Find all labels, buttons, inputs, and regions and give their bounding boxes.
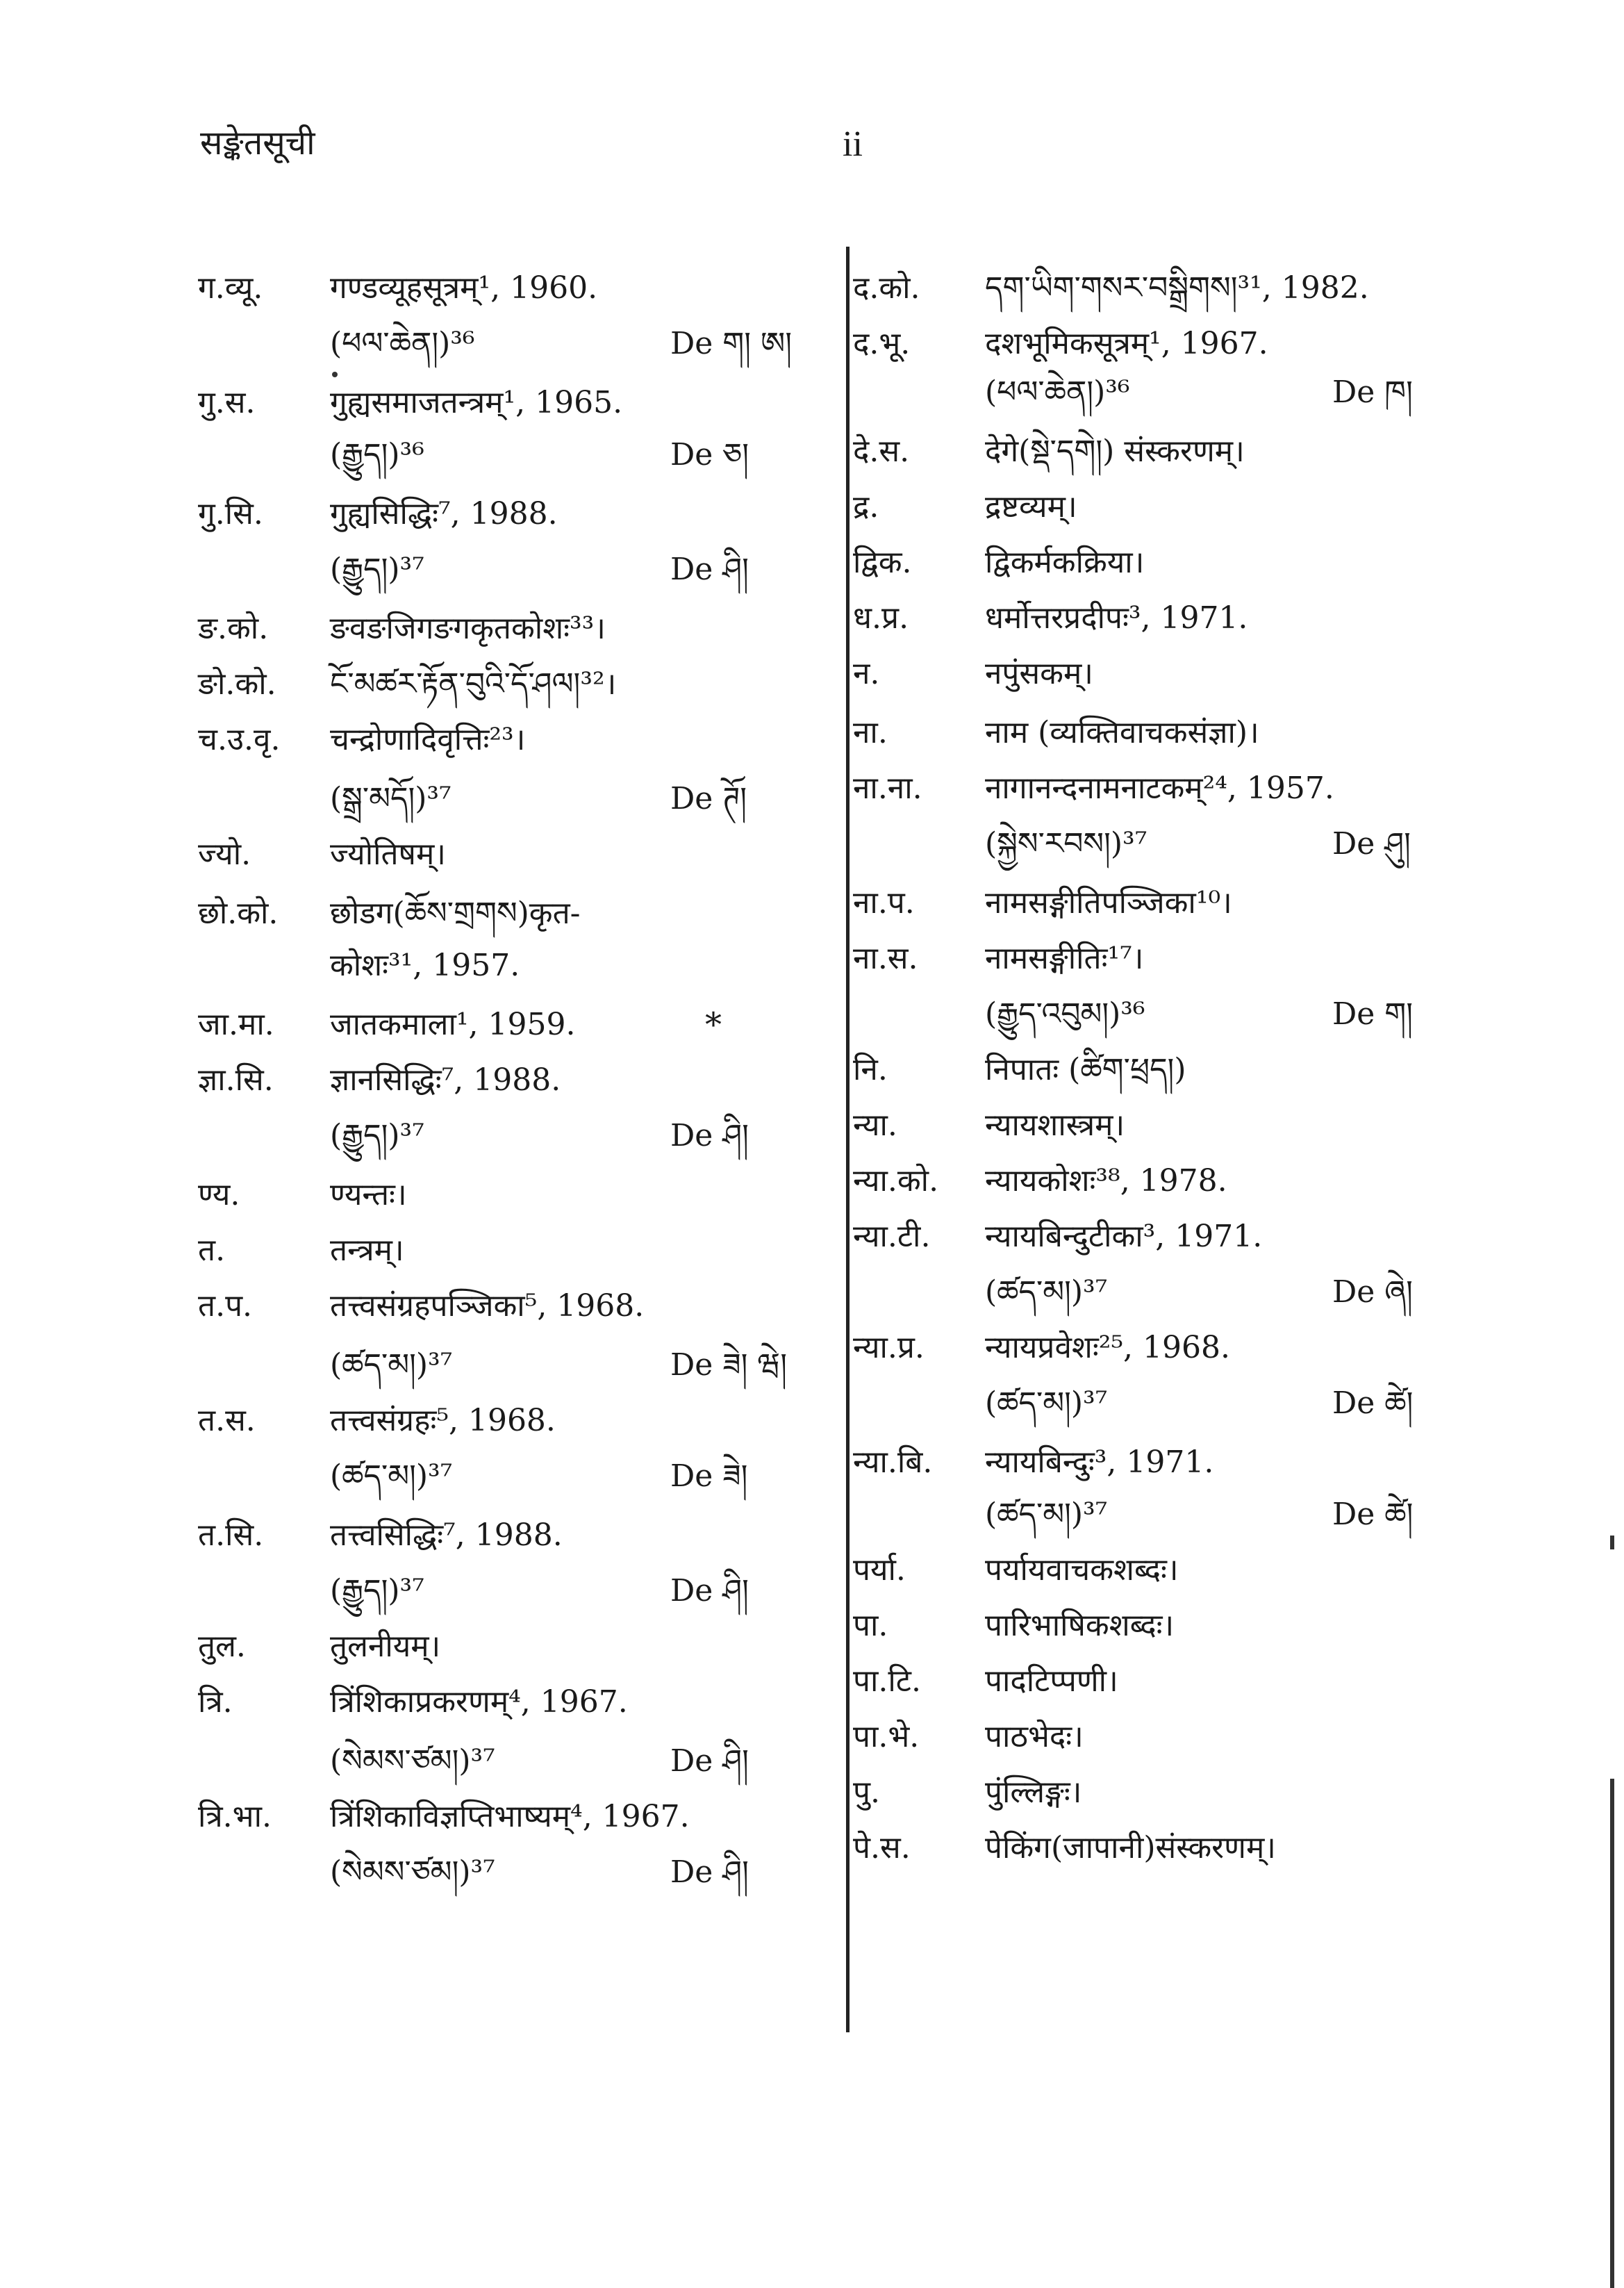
derge-reference: De ག། ཨ། [670,326,793,361]
derge-reference: De ཅ། [670,437,749,472]
derge-reference: De ཚེ། [1332,1385,1414,1421]
entry-continuation: (སྐྱེས་རབས།)³⁷ [985,826,1147,862]
entry-expansion: त्रिंशिकाविज्ञप्तिभाष्यम्⁴, 1967. [330,1799,690,1834]
scan-speck [332,372,338,377]
entry-expansion: धर्मोत्तरप्रदीपः³, 1971. [985,600,1248,636]
entry-expansion: गुह्यसमाजतन्त्रम्¹, 1965. [330,385,623,420]
entry-expansion: त्रिंशिकाप्रकरणम्⁴, 1967. [330,1684,628,1720]
derge-reference: De ཤི། [670,1743,749,1779]
entry-expansion: जातकमाला¹, 1959. [330,1007,576,1042]
entry-continuation: (ཚད་མ།)³⁷ [330,1347,453,1383]
entry-continuation: (རྒྱུད།)³⁷ [330,552,424,587]
entry-expansion: न्यायबिन्दुः³, 1971. [985,1445,1214,1480]
asterisk-mark: * [705,1005,722,1044]
entry-expansion: नपुंसकम्। [985,656,1093,691]
entry-abbreviation: ग.व्यू. [198,270,263,306]
page-number: ii [843,124,863,164]
entry-abbreviation: जा.मा. [198,1007,274,1042]
entry-abbreviation: त. [198,1233,226,1268]
entry-abbreviation: ङो.को. [198,666,276,702]
entry-expansion: नाम (व्यक्तिवाचकसंज्ञा)। [985,715,1259,750]
entry-abbreviation: त.सि. [198,1517,264,1553]
entry-abbreviation: द.को. [853,270,920,306]
entry-continuation: (ཚད་མ།)³⁷ [985,1274,1108,1310]
entry-abbreviation: नि. [853,1052,888,1087]
entry-expansion: पर्यायवाचकशब्दः। [985,1552,1179,1588]
entry-abbreviation: न. [853,656,880,691]
entry-expansion: पुंल्लिङ्गः। [985,1775,1082,1810]
entry-abbreviation: त.प. [198,1288,253,1324]
entry-abbreviation: ना.प. [853,885,915,921]
entry-abbreviation: ण्य. [198,1177,240,1212]
entry-abbreviation: पा. [853,1608,888,1643]
entry-expansion: न्यायबिन्दुटीका³, 1971. [985,1219,1263,1254]
entry-abbreviation: ना. [853,715,888,750]
derge-reference: De ཚེ། [1332,1497,1414,1532]
entry-continuation: (ཚད་མ།)³⁷ [330,1458,453,1494]
entry-expansion: पाठभेदः। [985,1719,1084,1754]
derge-reference: De ཟེ། [670,1458,748,1494]
entry-expansion: पारिभाषिकशब्दः। [985,1608,1175,1643]
entry-expansion: तत्त्वसिद्धिः⁷, 1988. [330,1517,563,1553]
entry-expansion: पेकिंग(जापानी)संस्करणम्। [985,1830,1276,1866]
entry-abbreviation: छो.को. [198,896,279,931]
entry-expansion: तत्त्वसंग्रहपञ्जिका⁵, 1968. [330,1288,645,1324]
entry-expansion: न्यायप्रवेशः²⁵, 1968. [985,1330,1230,1365]
entry-expansion: ज्योतिषम्। [330,837,446,872]
entry-continuation: (སེམས་ཙམ།)³⁷ [330,1743,495,1779]
derge-reference: De ཟེ། ཝེ། [670,1347,787,1383]
entry-abbreviation: ना.स. [853,941,918,976]
entry-expansion: द्विकर्मकक्रिया। [985,545,1145,580]
entry-continuation: कोशः³¹, 1957. [330,948,520,983]
entry-expansion: དག་ཡིག་གསར་བསྒྲིགས།³¹, 1982. [985,270,1369,306]
entry-abbreviation: पु. [853,1775,880,1810]
entry-expansion: नामसङ्गीतिः¹⁷। [985,941,1144,976]
entry-continuation: (ཚད་མ།)³⁷ [985,1497,1108,1532]
entry-abbreviation: पा.टि. [853,1663,921,1699]
entry-abbreviation: द्र. [853,489,879,525]
entry-abbreviation: त.स. [198,1403,256,1438]
entry-abbreviation: ज्ञा.सि. [198,1062,274,1098]
derge-reference: De ཤི། [670,1854,749,1890]
entry-expansion: नामसङ्गीतिपञ्जिका¹⁰। [985,885,1232,921]
entry-expansion: देगे(སྡེ་དགེ།) संस्करणम्। [985,434,1245,469]
entry-expansion: चन्द्रोणादिवृत्तिः²³। [330,722,526,757]
entry-continuation: (ཕལ་ཆེན།)³⁶ [330,326,475,361]
entry-abbreviation: ध.प्र. [853,600,909,636]
entry-expansion: न्यायशास्त्रम्। [985,1108,1125,1143]
entry-abbreviation: गु.सि. [198,496,263,532]
entry-expansion: निपातः (ཚིག་ཕྲད།) [985,1052,1186,1087]
entry-abbreviation: पे.स. [853,1830,911,1866]
column-divider [846,247,850,2032]
entry-continuation: (རྒྱུད།)³⁶ [330,437,424,472]
entry-expansion: ण्यन्तः। [330,1177,407,1212]
entry-expansion: ज्ञानसिद्धिः⁷, 1988. [330,1062,561,1098]
entry-continuation: (སྒྲ་མདོ།)³⁷ [330,781,451,816]
entry-continuation: (རྒྱུད་འབུམ།)³⁶ [985,996,1145,1032]
entry-continuation: (ཕལ་ཆེན།)³⁶ [985,375,1130,410]
entry-abbreviation: दे.स. [853,434,910,469]
entry-abbreviation: ङ.को. [198,611,269,646]
entry-abbreviation: पा.भे. [853,1719,920,1754]
scan-edge-shadow [1610,1779,1614,2288]
derge-reference: De ཤུ། [1332,826,1411,862]
entry-continuation: (སེམས་ཙམ།)³⁷ [330,1854,495,1890]
entry-expansion: ངོ་མཚར་རྟོན་བུའི་དོ་ཤལ།³²। [330,666,617,702]
entry-expansion: तन्त्रम्। [330,1233,404,1268]
entry-abbreviation: त्रि. [198,1684,233,1720]
entry-expansion: द्रष्टव्यम्। [985,489,1077,525]
entry-expansion: तुलनीयम्। [330,1629,441,1664]
entry-abbreviation: ना.ना. [853,771,922,806]
entry-abbreviation: द्विक. [853,545,912,580]
entry-continuation: (རྒྱུད།)³⁷ [330,1573,424,1608]
entry-expansion: तत्त्वसंग्रहः⁵, 1968. [330,1403,556,1438]
entry-abbreviation: न्या.प्र. [853,1330,925,1365]
entry-abbreviation: न्या.को. [853,1163,939,1199]
entry-abbreviation: पर्या. [853,1552,906,1588]
entry-abbreviation: ज्यो. [198,837,251,872]
entry-abbreviation: न्या.बि. [853,1445,933,1480]
entry-abbreviation: च.उ.वृ. [198,722,281,757]
entry-expansion: पादटिप्पणी। [985,1663,1118,1699]
entry-expansion: नागानन्दनामनाटकम्²⁴, 1957. [985,771,1334,806]
entry-abbreviation: गु.स. [198,385,256,420]
derge-reference: De ག། [1332,996,1414,1032]
entry-abbreviation: न्या.टी. [853,1219,931,1254]
entry-abbreviation: न्या. [853,1108,897,1143]
entry-abbreviation: द.भू. [853,326,911,361]
scan-edge-mark [1610,1536,1614,1549]
entry-expansion: न्यायकोशः³⁸, 1978. [985,1163,1227,1199]
entry-expansion: छोडग(ཆོས་གྲགས)कृत- [330,896,581,931]
entry-expansion: गुह्यसिद्धिः⁷, 1988. [330,496,558,532]
entry-expansion: दशभूमिकसूत्रम्¹, 1967. [985,326,1268,361]
entry-abbreviation: तुल. [198,1629,246,1664]
entry-expansion: गण्डव्यूहसूत्रम्¹, 1960. [330,270,598,306]
derge-reference: De ཤི། [670,552,749,587]
entry-continuation: (རྒྱུད།)³⁷ [330,1118,424,1153]
derge-reference: De ཞེ། [1332,1274,1413,1310]
running-header-title: सङ्केतसूची [200,124,315,163]
entry-abbreviation: त्रि.भा. [198,1799,272,1834]
derge-reference: De ཊོ། [670,781,747,816]
derge-reference: De ཤི། [670,1573,749,1608]
entry-expansion: ङवङजिगङगकृतकोशः³³। [330,611,606,646]
derge-reference: De ཁ། [1332,375,1413,410]
derge-reference: De ཤི། [670,1118,749,1153]
entry-continuation: (ཚད་མ།)³⁷ [985,1385,1108,1421]
